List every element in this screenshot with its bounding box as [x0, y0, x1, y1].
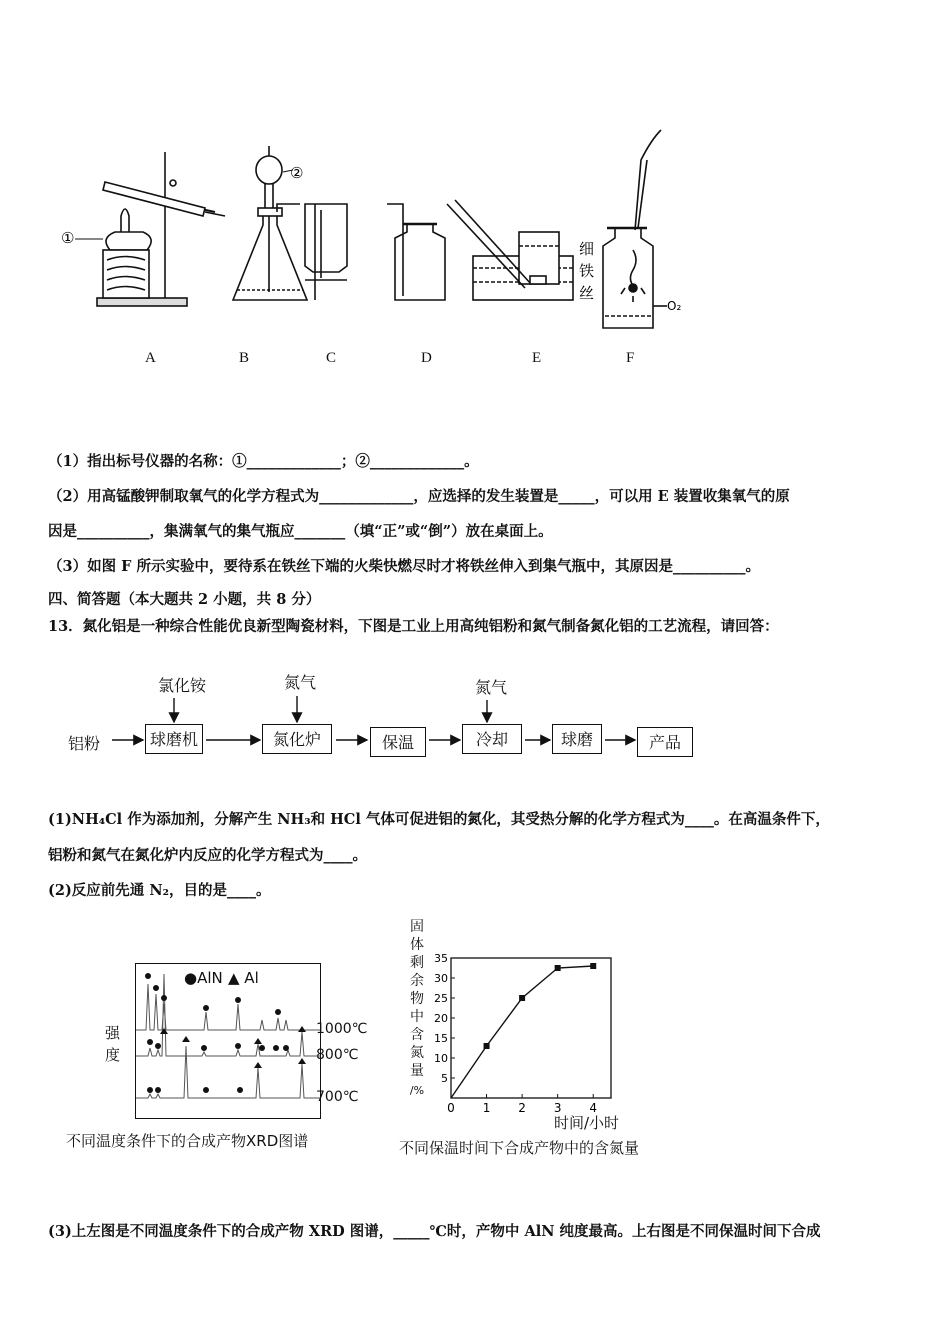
f-side-char-1: 细 [579, 240, 595, 258]
x-tick-label: 1 [482, 1101, 491, 1115]
y-tick-label: 10 [434, 1052, 448, 1065]
xrd-ylabel-char-1: 强 [105, 1024, 121, 1042]
subquestion-3: (3)上左图是不同温度条件下的合成产物 XRD 图谱，_____℃时，产物中 AlN 纯度最高。上右图是不同保温时间下合成 [48, 1223, 821, 1240]
question-13: 13．氮化铝是一种综合性能优良新型陶瓷材料，下图是工业上用高纯铝粉和氮气制备氮化铝的工艺流程，请回答： [48, 618, 779, 635]
chart-plot-area [451, 958, 611, 1098]
flow-input-ammonium-chloride: 氯化铵 [158, 676, 207, 695]
section-4-heading: 四、简答题（本大题共 2 小题，共 8 分） [48, 591, 321, 608]
flow-arrows [0, 660, 950, 760]
subquestion-1-line-1: (1)NH₄Cl 作为添加剂，分解产生 NH₃和 HCl 气体可促进铝的氮化，其受热分解的化学方程式为____。在高温条件下， [48, 811, 830, 828]
x-tick-label: 4 [589, 1101, 598, 1115]
xrd-temp-1000: 1000℃ [316, 1021, 368, 1037]
ylabel-char-9: 量 [410, 1063, 424, 1079]
flow-step-ball-mill: 球磨机 [145, 724, 203, 754]
y-tick-label: 30 [434, 972, 448, 985]
flow-start: 铝粉 [68, 734, 101, 753]
ylabel-char-10: /% [409, 1084, 425, 1097]
flow-step-cooling: 冷却 [462, 724, 522, 754]
x-tick-label: 3 [553, 1101, 562, 1115]
y-tick-label: 35 [434, 952, 448, 965]
apparatus-c-drawing [305, 204, 347, 300]
ylabel-char-3: 剩 [410, 955, 424, 971]
question-1: （1）指出标号仪器的名称：①_____________；②_____________。 [48, 453, 479, 470]
ylabel-char-8: 氮 [410, 1045, 424, 1061]
xrd-legend-aln: ●AlN [184, 969, 223, 987]
x-tick-label: 0 [447, 1101, 455, 1115]
question-3: （3）如图 F 所示实验中，要待系在铁丝下端的火柴快燃尽时才将铁丝伸入到集气瓶中，其原因是__________。 [48, 558, 760, 575]
flow-step-grinding: 球磨 [552, 724, 602, 754]
xrd-temp-800: 800℃ [316, 1047, 359, 1063]
y-tick-label: 25 [434, 992, 448, 1005]
data-point [519, 995, 525, 1001]
apparatus-e-drawing [447, 200, 573, 300]
xrd-legend-al: ▲ Al [228, 969, 259, 987]
apparatus-d-drawing [387, 204, 445, 300]
f-gas-label: O₂ [667, 299, 682, 313]
xrd-caption: 不同温度条件下的合成产物XRD图谱 [66, 1132, 309, 1150]
x-tick-label: 2 [518, 1101, 526, 1115]
marker-2: ② [290, 164, 304, 182]
ylabel-char-6: 中 [410, 1009, 424, 1025]
apparatus-label-d: D [421, 350, 432, 366]
apparatus-label-b: B [239, 350, 250, 366]
apparatus-label-f: F [626, 350, 635, 366]
question-2-line-1: （2）用高锰酸钾制取氧气的化学方程式为_____________，应选择的发生装置是_____，可以用 E 装置收集氧气的原 [48, 488, 790, 505]
apparatus-a-drawing [97, 152, 225, 306]
flow-step-nitriding-furnace: 氮化炉 [262, 724, 332, 754]
apparatus-f-drawing [603, 130, 667, 328]
series-line [451, 966, 593, 1098]
flow-input-nitrogen-1: 氮气 [284, 673, 317, 692]
xrd-traces [136, 964, 320, 1118]
subquestion-2: (2)反应前先通 N₂，目的是____。 [48, 882, 271, 899]
y-tick-label: 5 [441, 1072, 448, 1085]
xrd-trace-700 [136, 1046, 320, 1098]
y-tick-label: 20 [434, 1012, 448, 1025]
question-2-line-2: 因是__________，集满氧气的集气瓶应_______（填“正”或“倒”）放在桌面上。 [48, 523, 553, 540]
subquestion-1-line-2: 铝粉和氮气在氮化炉内反应的化学方程式为____。 [48, 847, 367, 864]
ylabel-char-2: 体 [410, 937, 424, 953]
xrd-ylabel-char-2: 度 [105, 1046, 121, 1064]
data-point [484, 1043, 490, 1049]
flow-step-insulation: 保温 [370, 727, 426, 757]
chart-caption: 不同保温时间下合成产物中的含氮量 [399, 1139, 640, 1157]
apparatus-label-e: E [532, 350, 542, 366]
ylabel-char-7: 含 [410, 1027, 424, 1043]
y-tick-label: 15 [434, 1032, 448, 1045]
data-point [555, 965, 561, 971]
data-point [590, 963, 596, 969]
ylabel-char-1: 固 [410, 919, 424, 935]
flow-input-nitrogen-2: 氮气 [475, 678, 508, 697]
apparatus-label-c: C [326, 350, 337, 366]
ylabel-char-4: 余 [410, 973, 424, 989]
marker-1: ① [61, 229, 75, 247]
nitrogen-chart [420, 948, 620, 1128]
apparatus-figure [55, 120, 695, 335]
ylabel-char-5: 物 [410, 991, 424, 1007]
chart-xlabel: 时间/小时 [554, 1114, 620, 1132]
flow-step-product: 产品 [637, 727, 693, 757]
f-side-char-3: 丝 [579, 284, 595, 302]
apparatus-label-a: A [145, 350, 156, 366]
xrd-temp-700: 700℃ [316, 1089, 359, 1105]
f-side-char-2: 铁 [579, 262, 595, 280]
